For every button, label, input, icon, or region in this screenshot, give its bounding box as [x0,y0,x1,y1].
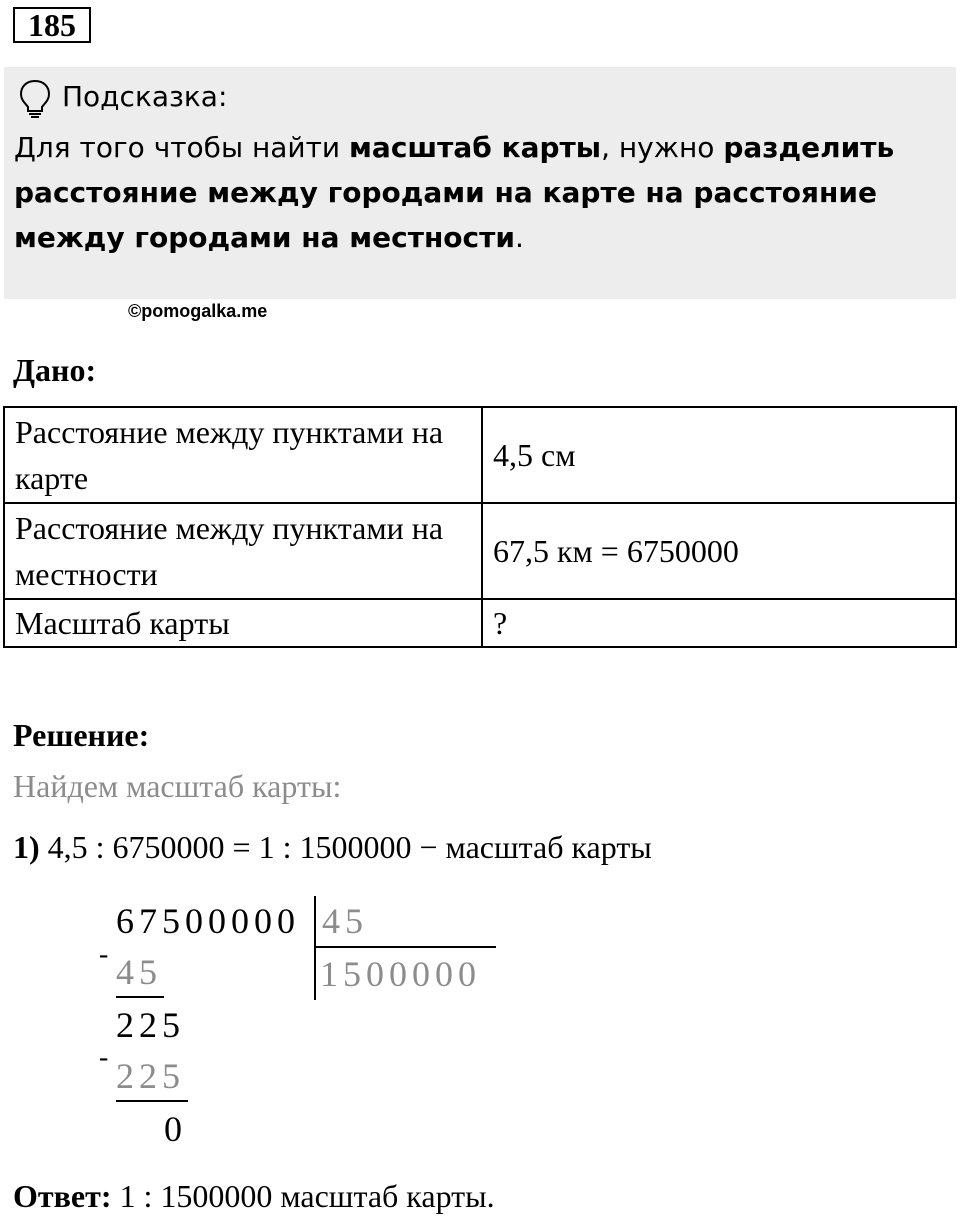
given-title: Дано: [13,352,97,388]
solution-intro: Найдем масштаб карты: [13,768,342,804]
hint-title: Подсказка: [62,80,228,113]
dividend: 67500000 [116,901,300,941]
underline-1 [116,996,164,998]
remainder-final: 0 [164,1109,187,1149]
given-label: Расстояние между пунктами на местности [4,503,482,599]
divisor: 45 [322,901,368,941]
task-number: 185 [13,7,91,43]
hint-text: Для того чтобы найти масштаб карты, нужно разделить расстояние между городами на карте на расстояние между городами на местности. [14,131,895,254]
minus-sign: - [99,1042,114,1073]
subtrahend-2: 225 [116,1056,185,1096]
answer: Ответ: 1 : 1500000 масштаб карты. [13,1178,495,1214]
given-label: Расстояние между пунктами на карте [4,407,482,503]
quotient: 1500000 [320,954,481,994]
given-label: Масштаб карты [4,599,482,647]
given-value: 4,5 см [482,407,956,503]
watermark: ©pomogalka.me [128,301,268,321]
solution-step-1: 1) 4,5 : 6750000 = 1 : 1500000 − масштаб карты [13,829,652,865]
division-bar-horizontal [314,946,496,948]
minus-sign: - [99,939,114,970]
underline-2 [116,1100,188,1102]
solution-title: Решение: [13,717,150,753]
subtrahend-1: 45 [116,952,162,992]
given-value: ? [482,599,956,647]
remainder-1: 225 [116,1005,185,1045]
division-bar-vertical [314,896,316,1000]
given-value: 67,5 км = 6750000 [482,503,956,599]
